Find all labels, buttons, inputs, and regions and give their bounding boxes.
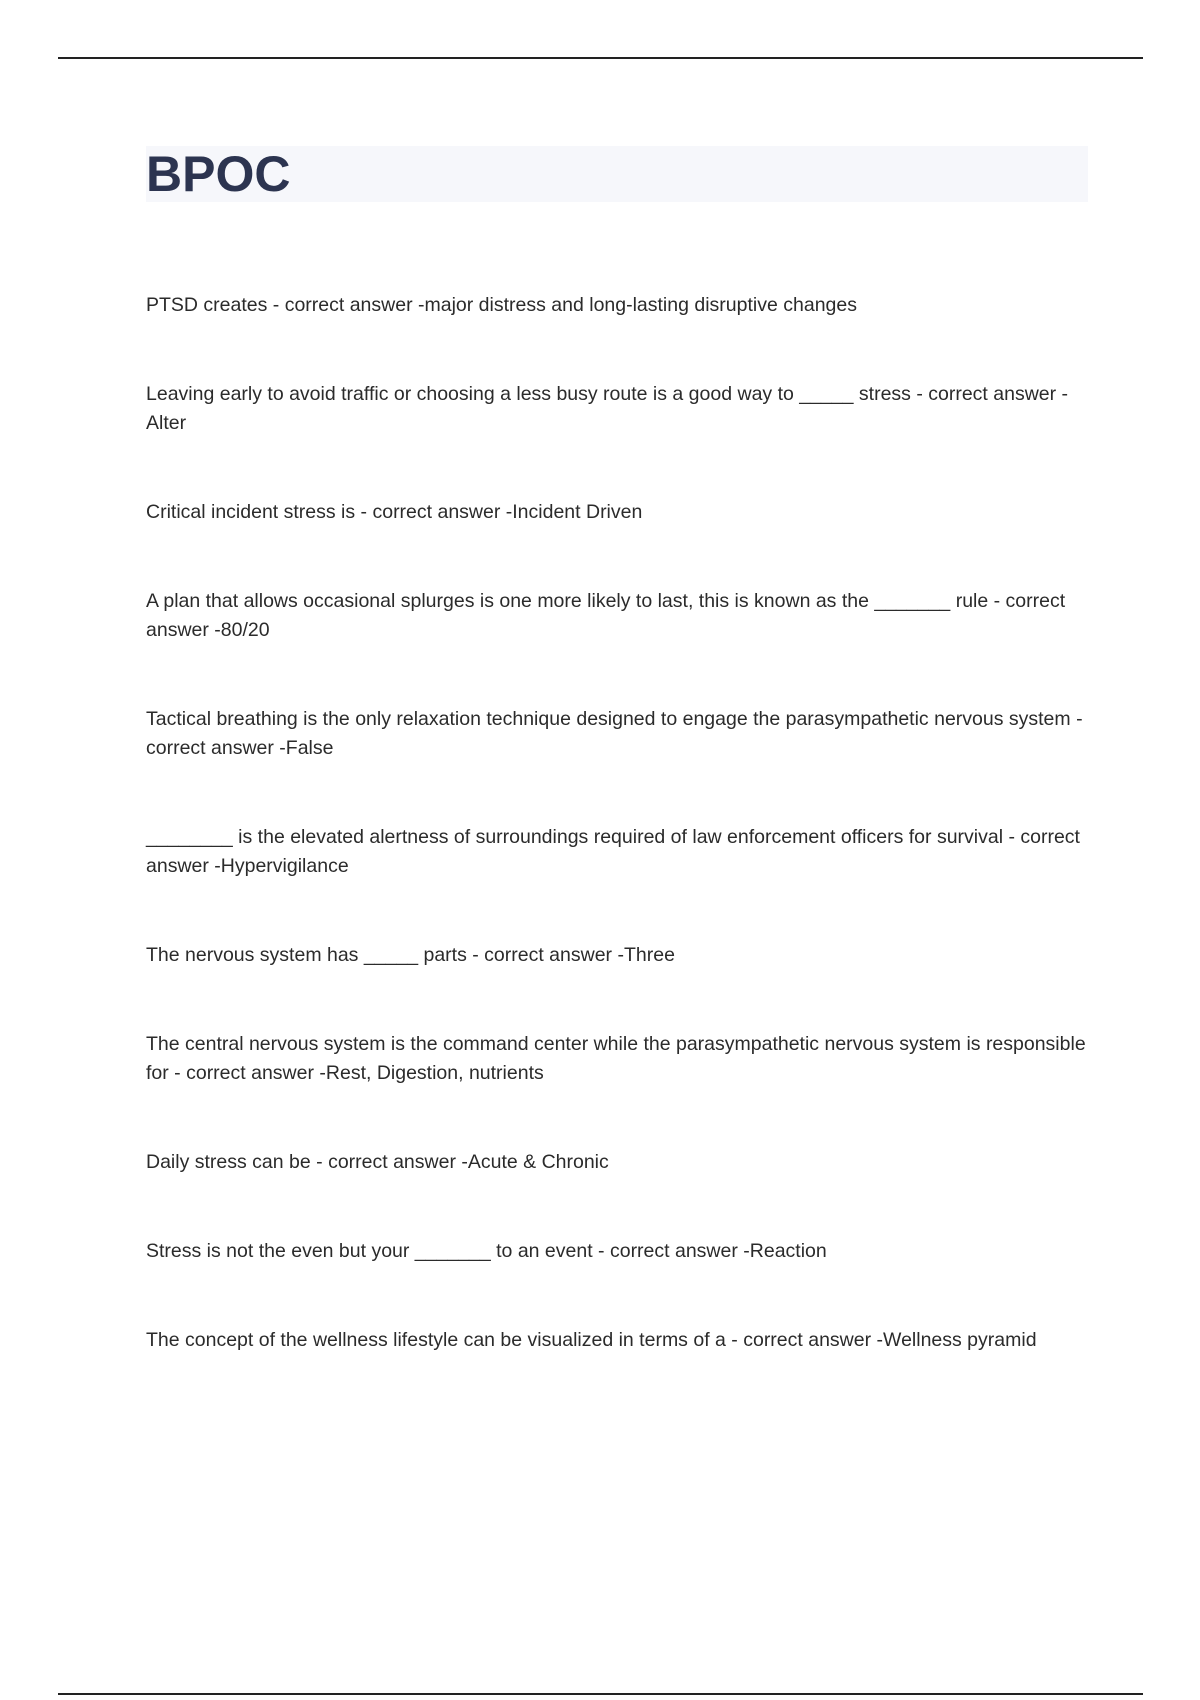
question-text: The concept of the wellness lifestyle can be visualized in terms of a	[146, 1329, 726, 1351]
answer-text: Incident Driven	[512, 501, 643, 523]
answer-separator: - correct answer -	[267, 294, 425, 316]
answer-separator: - correct answer -	[355, 501, 513, 523]
qa-list	[146, 291, 1086, 1415]
question-text: ________ is the elevated alertness of surroundings required of law enforcement officers for survival	[146, 826, 1004, 848]
bottom-divider	[58, 1693, 1143, 1695]
question-text: Critical incident stress is	[146, 501, 356, 523]
answer-separator: - correct answer -	[146, 590, 1066, 641]
qa-item-10	[146, 1237, 1086, 1266]
question-text: Daily stress can be	[146, 1151, 311, 1173]
qa-item-4	[146, 587, 1086, 645]
answer-separator: - correct answer -	[910, 383, 1069, 405]
answer-text: Rest, Digestion, nutrients	[325, 1062, 544, 1084]
question-text: Tactical breathing is the only relaxation technique designed to engage the parasympathetic nervous system	[146, 708, 1071, 730]
answer-text: 80/20	[220, 619, 270, 641]
answer-text: Acute & Chronic	[467, 1151, 609, 1173]
document-title: BPOC	[146, 146, 291, 202]
qa-item-6	[146, 823, 1086, 881]
qa-item-8	[146, 1030, 1086, 1088]
answer-separator: - correct answer -	[466, 944, 624, 966]
answer-separator: - correct answer -	[310, 1151, 468, 1173]
answer-text: Three	[623, 944, 675, 966]
qa-item-5	[146, 705, 1086, 763]
qa-item-1	[146, 291, 1086, 320]
answer-separator: - correct answer -	[725, 1329, 884, 1351]
question-text: The central nervous system is the command center while the parasympathetic nervous system is responsible for	[146, 1033, 1086, 1084]
answer-text: major distress and long-lasting disruptive changes	[424, 294, 857, 316]
answer-text: Reaction	[749, 1240, 827, 1262]
question-text: PTSD creates	[146, 294, 268, 316]
answer-separator: - correct answer -	[146, 826, 1080, 877]
answer-text: False	[285, 737, 334, 759]
qa-item-2	[146, 380, 1086, 438]
qa-item-11	[146, 1326, 1086, 1355]
answer-separator: - correct answer -	[146, 708, 1083, 759]
qa-item-7	[146, 941, 1086, 970]
answer-text: Wellness pyramid	[883, 1329, 1037, 1351]
top-divider	[58, 57, 1143, 59]
question-text: Leaving early to avoid traffic or choosing a less busy route is a good way to _____ stress	[146, 383, 911, 405]
answer-text: Alter	[146, 412, 187, 434]
answer-separator: - correct answer -	[168, 1062, 326, 1084]
answer-text: Hypervigilance	[220, 855, 349, 877]
qa-item-9	[146, 1148, 1086, 1177]
question-text: A plan that allows occasional splurges is one more likely to last, this is known as the _______ rule	[146, 590, 989, 612]
answer-separator: - correct answer -	[592, 1240, 750, 1262]
qa-item-3	[146, 498, 1086, 527]
question-text: Stress is not the even but your _______ to an event	[146, 1240, 593, 1262]
question-text: The nervous system has _____ parts	[146, 944, 467, 966]
